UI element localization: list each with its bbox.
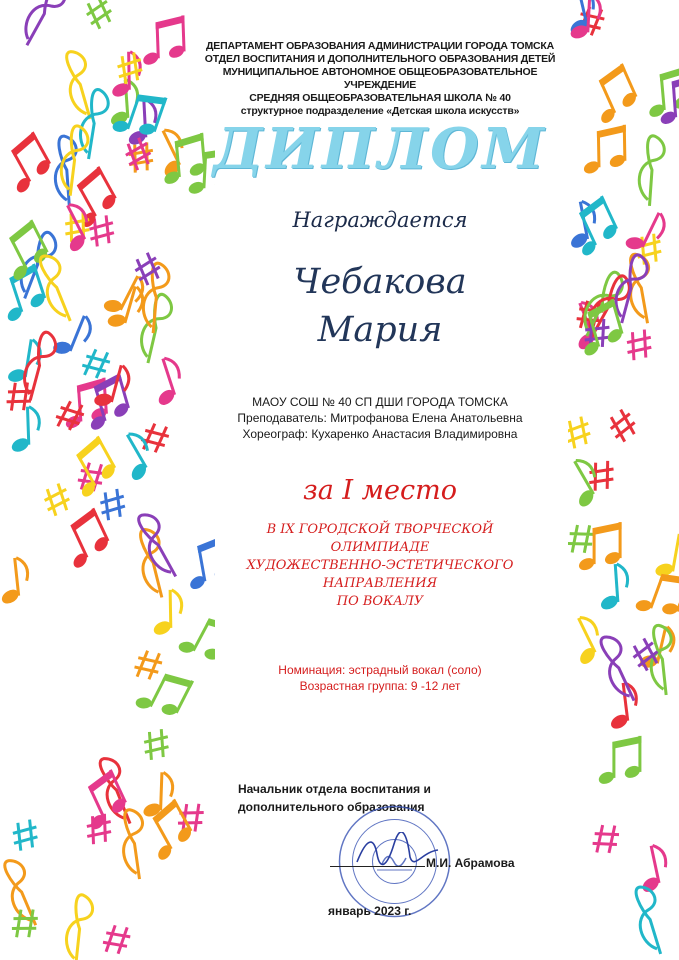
sharp-sign xyxy=(82,0,116,31)
music-note xyxy=(41,482,73,518)
recipient-surname: Чебакова xyxy=(293,262,467,302)
clef-sign xyxy=(629,884,671,958)
diploma-title: ДИПЛОМ xyxy=(213,116,547,182)
note-flag xyxy=(172,590,182,614)
sharp-sign xyxy=(605,407,641,445)
header-line: МУНИЦИПАЛЬНОЕ АВТОНОМНОЕ ОБЩЕОБРАЗОВАТЕЛЬНОЕ УЧРЕЖДЕНИЕ xyxy=(222,66,538,91)
note-beam xyxy=(597,125,626,139)
music-note xyxy=(629,884,671,958)
music-note xyxy=(597,736,642,786)
music-note xyxy=(604,682,640,733)
music-note xyxy=(8,406,40,454)
music-note xyxy=(568,613,609,669)
note-head xyxy=(136,697,152,709)
music-note xyxy=(605,407,641,445)
music-note xyxy=(64,894,94,960)
event-line: ПО ВОКАЛУ xyxy=(336,594,424,609)
note-beam xyxy=(593,522,622,535)
music-note xyxy=(13,229,60,303)
music-note xyxy=(140,15,187,67)
note-flag xyxy=(29,406,40,430)
music-note xyxy=(52,397,87,435)
note-head xyxy=(107,313,127,328)
nomination-line: Номинация: эстрадный вокал (соло) xyxy=(278,663,482,677)
note-stem xyxy=(650,845,661,883)
music-note xyxy=(151,590,182,638)
signer-position-line: Начальник отдела воспитания и xyxy=(238,782,431,796)
note-beam xyxy=(596,63,628,87)
sharp-sign xyxy=(41,482,73,518)
school-line: МАОУ СОШ № 40 СП ДШИ ГОРОДА ТОМСКА xyxy=(252,395,508,409)
music-notes-decoration-left xyxy=(0,0,215,960)
note-head xyxy=(204,648,215,660)
music-note xyxy=(656,73,679,126)
clef-sign xyxy=(33,252,81,326)
sharp-sign xyxy=(12,819,39,851)
note-beam xyxy=(659,66,679,81)
music-note xyxy=(59,49,100,123)
clef-sign xyxy=(59,49,100,123)
music-note xyxy=(145,355,189,409)
note-beam xyxy=(68,508,100,532)
music-note xyxy=(0,131,58,197)
note-stem xyxy=(127,52,131,90)
note-flag xyxy=(163,772,174,796)
sharp-sign xyxy=(79,345,113,382)
note-stem xyxy=(26,407,30,445)
issuer-header xyxy=(200,40,560,118)
event-line: ОЛИМПИАДЕ xyxy=(330,540,430,555)
music-note xyxy=(0,557,31,607)
music-note xyxy=(637,135,665,207)
note-beam xyxy=(74,166,106,191)
music-note xyxy=(626,329,652,360)
signer-name: М.И. Абрамова xyxy=(426,856,515,870)
music-note xyxy=(79,345,113,382)
school-info xyxy=(200,394,560,442)
music-note xyxy=(52,135,80,207)
clef-sign xyxy=(64,894,94,960)
music-note xyxy=(71,769,133,834)
note-beam xyxy=(73,436,105,461)
music-notes-decoration-right xyxy=(568,0,679,960)
recipient-first-name: Мария xyxy=(317,310,443,350)
clef-sign xyxy=(52,135,80,207)
music-note xyxy=(82,0,116,31)
music-note xyxy=(60,435,124,501)
music-note xyxy=(12,819,39,851)
note-beam xyxy=(155,15,184,29)
music-note xyxy=(596,563,630,612)
sharp-sign xyxy=(626,329,652,360)
music-note xyxy=(591,822,621,856)
note-head xyxy=(662,603,679,615)
sharp-sign xyxy=(143,729,169,761)
age-group-line: Возрастная группа: 9 -12 лет xyxy=(299,679,461,693)
event-description xyxy=(200,521,560,611)
event-line: В IX ГОРОДСКОЙ ТВОРЧЕСКОЙ xyxy=(266,522,494,537)
music-note xyxy=(582,63,644,127)
note-stem xyxy=(169,590,173,628)
choreographer-line: Хореограф: Кухаренко Анастасия Владимировна xyxy=(242,427,518,441)
note-stem xyxy=(671,534,679,572)
awarded-text: Награждается xyxy=(292,208,468,232)
event-line: НАПРАВЛЕНИЯ xyxy=(322,576,438,591)
sharp-sign xyxy=(132,647,165,684)
sharp-sign xyxy=(52,397,87,435)
note-head xyxy=(161,704,177,716)
music-note xyxy=(99,488,126,521)
signer-position-line: дополнительного образования xyxy=(238,800,425,814)
music-note xyxy=(100,921,132,957)
issue-date: январь 2023 г. xyxy=(328,904,412,918)
music-note xyxy=(568,456,608,512)
sharp-sign xyxy=(100,921,132,957)
music-note xyxy=(99,267,148,323)
note-beam xyxy=(612,736,641,749)
sharp-sign xyxy=(591,822,621,856)
sharp-sign xyxy=(589,461,614,491)
music-note xyxy=(568,195,625,260)
teacher-line: Преподаватель: Митрофанова Елена Анатольевна xyxy=(237,411,523,425)
music-note xyxy=(621,204,669,260)
clef-sign xyxy=(131,510,185,582)
note-head xyxy=(635,599,652,611)
award-place: за I место xyxy=(303,475,457,506)
music-note xyxy=(143,729,169,761)
note-stem xyxy=(69,315,86,351)
note-head xyxy=(104,300,122,313)
header-line: ОТДЕЛ ВОСПИТАНИЯ И ДОПОЛНИТЕЛЬНОГО ОБРАЗОВАНИЯ ДЕТЕЙ xyxy=(204,53,556,65)
clef-sign xyxy=(16,0,70,51)
header-line: ДЕПАРТАМЕНТ ОБРАЗОВАНИЯ АДМИНИСТРАЦИИ ГОРОДА ТОМСКА xyxy=(206,40,554,52)
note-beam xyxy=(8,131,40,156)
music-note xyxy=(54,508,116,573)
music-note xyxy=(568,416,592,450)
event-line: ХУДОЖЕСТВЕННО-ЭСТЕТИЧЕСКОГО xyxy=(246,558,514,573)
music-note xyxy=(111,429,161,485)
music-note xyxy=(589,461,614,491)
note-head xyxy=(178,641,195,653)
header-line: СРЕДНЯЯ ОБЩЕОБРАЗОВАТЕЛЬНАЯ ШКОЛА № 40 xyxy=(249,92,511,104)
clef-sign xyxy=(637,135,665,207)
music-note xyxy=(568,522,596,556)
nomination-block xyxy=(200,662,560,694)
music-note xyxy=(132,647,165,684)
sharp-sign xyxy=(568,522,596,556)
header-subdivision: структурное подразделение «Детская школа искусств» xyxy=(240,105,520,117)
note-flag xyxy=(617,563,628,588)
music-note xyxy=(16,0,70,51)
music-note xyxy=(131,510,185,582)
note-stem xyxy=(159,772,163,810)
music-note xyxy=(581,125,627,176)
signature-line xyxy=(330,866,425,867)
music-note xyxy=(632,563,679,626)
sharp-sign xyxy=(568,416,592,450)
note-beam xyxy=(6,219,38,244)
sharp-sign xyxy=(99,488,126,521)
recipient-name xyxy=(200,258,560,354)
clef-sign xyxy=(13,229,60,303)
music-note xyxy=(33,252,81,326)
